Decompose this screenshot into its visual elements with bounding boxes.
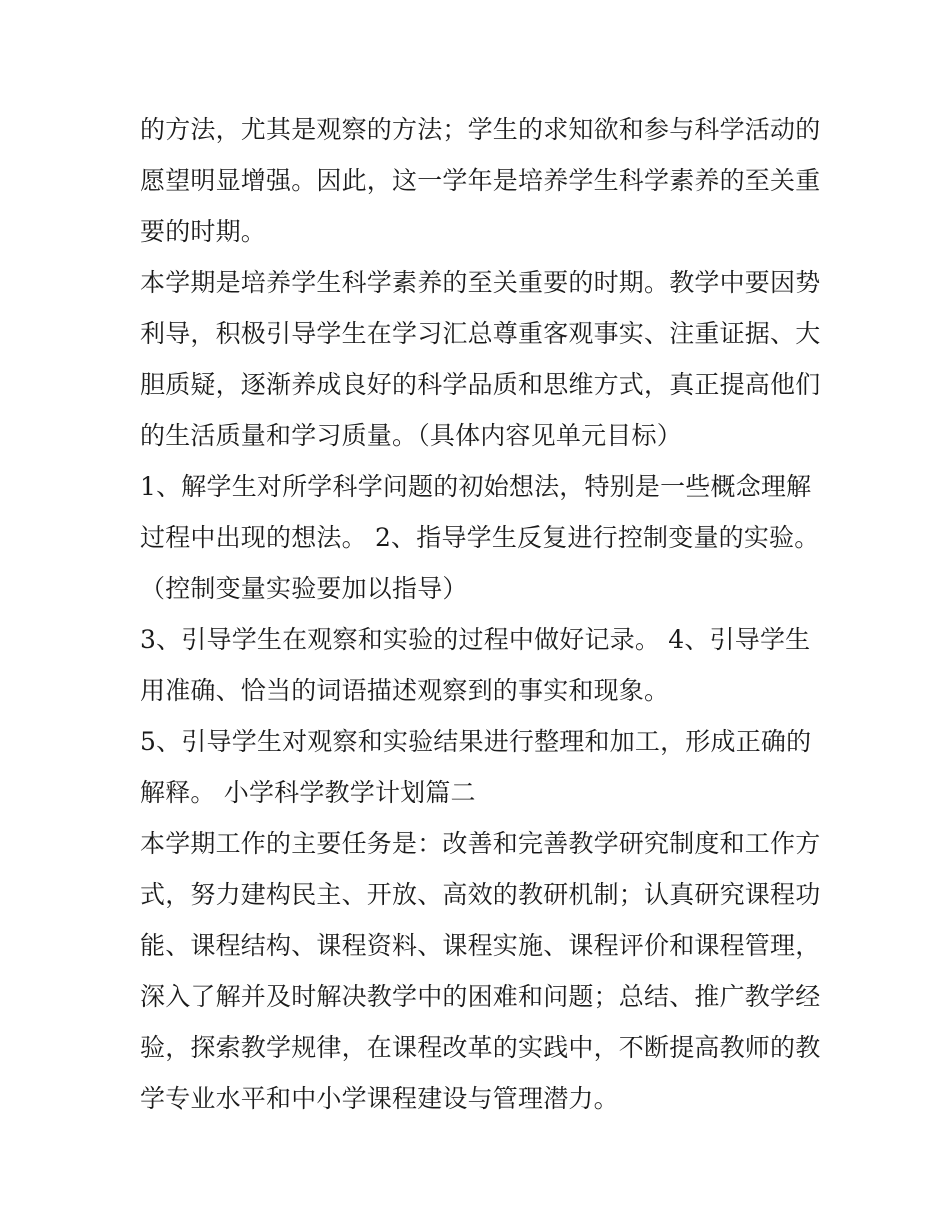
text-line: 要的时期。 [140, 217, 267, 246]
text-line: 1、解学生对所学科学问题的初始想法，特别是一些概念理解 [140, 472, 812, 501]
text-line: 解释。 小学科学教学计划篇二 [140, 778, 476, 807]
text-line: 用准确、恰当的词语描述观察到的事实和现象。 [140, 676, 670, 705]
text-line: 的生活质量和学习质量。（具体内容见单元目标） [140, 421, 682, 450]
text-line: 5、引导学生对观察和实验结果进行整理和加工，形成正确的 [140, 727, 812, 756]
text-line: 过程中出现的想法。 2、指导学生反复进行控制变量的实验。 [140, 523, 820, 552]
text-line: 愿望明显增强。因此，这一学年是培养学生科学素养的至关重 [140, 166, 821, 195]
text-line: 学专业水平和中小学课程建设与管理潜力。 [140, 1084, 619, 1113]
text-line: 利导，积极引导学生在学习汇总尊重客观事实、注重证据、大 [140, 319, 821, 348]
text-line: 胆质疑，逐渐养成良好的科学品质和思维方式，真正提高他们 [140, 370, 821, 399]
text-line: 3、引导学生在观察和实验的过程中做好记录。 4、引导学生 [140, 625, 811, 654]
text-line: 的方法，尤其是观察的方法；学生的求知欲和参与科学活动的 [140, 115, 821, 144]
text-line: 本学期是培养学生科学素养的至关重要的时期。教学中要因势 [140, 268, 821, 297]
text-line: 验，探索教学规律，在课程改革的实践中，不断提高教师的教 [140, 1033, 821, 1062]
document-body [140, 104, 830, 1124]
text-line: 深入了解并及时解决教学中的困难和问题；总结、推广教学经 [140, 982, 821, 1011]
text-line: 本学期工作的主要任务是：改善和完善教学研究制度和工作方 [140, 829, 821, 858]
text-line: 能、课程结构、课程资料、课程实施、课程评价和课程管理， [140, 931, 821, 960]
text-line: （控制变量实验要加以指导） [140, 574, 468, 603]
text-line: 式，努力建构民主、开放、高效的教研机制；认真研究课程功 [140, 880, 821, 909]
